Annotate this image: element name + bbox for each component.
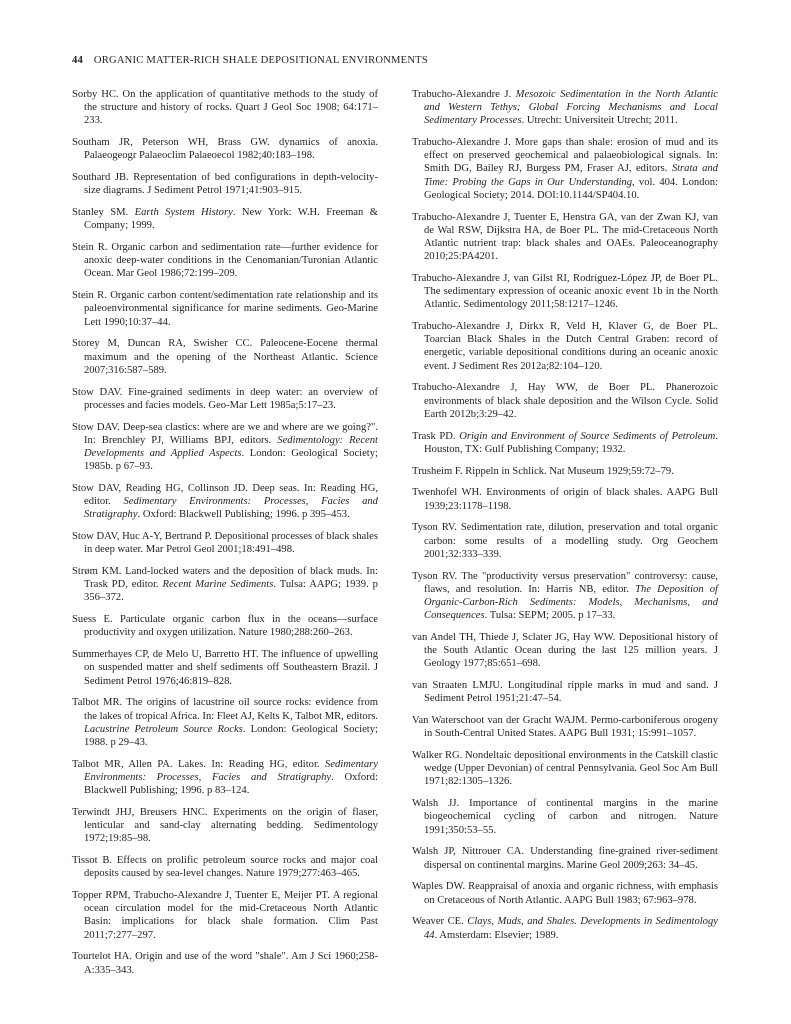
reference-text-tail: . Oxford: Blackwell Publishing; 1996. p 83–124.	[84, 771, 378, 797]
reference-entry	[412, 486, 718, 512]
reference-text-tail: . Tulsa: SEPM; 2005. p 17–33.	[484, 610, 616, 622]
reference-text-tail: . Utrecht: Universiteit Utrecht; 2011.	[521, 115, 678, 127]
reference-entry	[412, 570, 718, 623]
reference-entry	[72, 171, 378, 197]
reference-italic-title: Earth System History	[134, 207, 233, 219]
reference-column-left	[72, 88, 378, 985]
reference-entry	[72, 565, 378, 604]
reference-entry	[412, 272, 718, 311]
reference-italic-title: Recent Marine Sediments	[162, 579, 274, 591]
reference-text: Southard JB. Representation of bed configurations in depth-velocity-size diagrams. J Sediment Petrol 1971;41:903–915.	[72, 172, 378, 197]
reference-entry	[72, 530, 378, 556]
reference-entry	[412, 381, 718, 420]
reference-italic-title: Clays, Muds, and Shales. Developments in Sedimentology 44	[424, 916, 718, 941]
reference-text: Twenhofel WH. Environments of origin of black shales. AAPG Bull 1939;23:1178–1198.	[412, 487, 718, 512]
reference-text: Trusheim F. Rippeln in Schlick. Nat Museum 1929;59:72–79.	[412, 465, 674, 477]
reference-text: van Andel TH, Thiede J, Sclater JG, Hay WW. Depositional history of the South Atlantic Ocean during the last 125 million years. J Geology 1977;85:651–698.	[412, 631, 718, 670]
page-number: 44	[72, 55, 83, 66]
reference-text: Trabucho-Alexandre J, Hay WW, de Boer PL. Phanerozoic environments of black shale deposition and the Wilson Cycle. Solid Earth 2012b;3:29–42.	[412, 382, 718, 420]
reference-entry	[412, 430, 718, 456]
reference-text-tail: . Tulsa: AAPG; 1939. p 356–372.	[84, 579, 378, 604]
reference-text: Trabucho-Alexandre J, van Gilst RI, Rodríguez-López JP, de Boer PL. The sedimentary expression of oceanic anoxic event 1b in the North Atlantic. Sedimentology 2011;58:1217–1246.	[412, 272, 718, 311]
reference-text-tail: . Amsterdam: Elsevier; 1989.	[434, 929, 559, 941]
reference-text: Trabucho-Alexandre J, Dirkx R, Veld H, Klaver G, de Boer PL. Toarcian Black Shales in the Dutch Central Graben: record of energetic, variable depositional conditions during an oceanic anoxic event. J Sediment Res 2012a;82:104–120.	[412, 321, 718, 372]
reference-entry	[72, 806, 378, 845]
reference-text: Tyson RV. Sedimentation rate, dilution, preservation and total organic carbon: some results of a modelling study. Org Geochem 2001;32:333–339.	[412, 522, 718, 560]
reference-text: Tyson RV. The "productivity versus preservation" controversy: cause, flaws, and resolution. In: Harris NB, editor.	[412, 570, 718, 595]
reference-text: Stow DAV. Deep-sea clastics: where are we and where are we going?". In: Brenchley PJ, Williams BPJ, editors.	[72, 421, 378, 446]
reference-text: Trabucho-Alexandre J. More gaps than shale: erosion of mud and its effect on preserved geochemical and palaeobiological signals. In: Smith DG, Bailey RJ, Burgess PM, Fraser AJ, editors.	[412, 137, 718, 175]
reference-text-tail: . New York: W.H. Freeman & Company; 1999.	[84, 207, 378, 232]
reference-text: Southam JR, Peterson WH, Brass GW. dynamics of anoxia. Palaeogeogr Palaeoclim Palaeoecol 1982;40:183–198.	[72, 137, 378, 162]
reference-column-right	[412, 88, 718, 950]
reference-italic-title: The Deposition of Organic-Carbon-Rich Sediments: Models, Mechanisms, and Consequences	[424, 583, 718, 622]
reference-text: Talbot MR. The origins of lacustrine oil source rocks: evidence from the lakes of tropical Africa. In: Fleet AJ, Kelts K, Talbot MR, editors.	[72, 697, 378, 722]
reference-entry	[72, 950, 378, 976]
reference-entry	[412, 211, 718, 264]
reference-text: Topper RPM, Trabucho-Alexandre J, Tuenter E, Meijer PT. A regional ocean circulation model for the mid-Cretaceous North Atlantic Basin: implications for black shale formation. Clim Past 2011;7:277–297.	[72, 890, 378, 941]
reference-text: Stanley SM.	[72, 207, 135, 219]
reference-text: Walker RG. Nondeltaic depositional environments in the Catskill clastic wedge (Upper Devonian) of central Pennsylvania. Geol Soc Am Bull 1971;82:1305–1326.	[412, 750, 719, 788]
reference-text: Trabucho-Alexandre J, Tuenter E, Henstra GA, van der Zwan KJ, van de Wal RSW, Dijkstra HA, de Boer PL. The mid-Cretaceous North Atlantic nutrient trap: black shales and OAEs. Paleoceanography 2010;25:PA4201.	[412, 211, 718, 263]
reference-italic-title: Sedimentary Environments: Processes, Facies and Stratigraphy	[84, 496, 378, 521]
reference-italic-title: Origin and Environment of Source Sediments of Petroleum	[459, 430, 716, 442]
reference-entry	[412, 880, 718, 906]
reference-text-tail: . London: Geological Society; 1985b. p 67–93.	[84, 447, 378, 473]
reference-text: Suess E. Particulate organic carbon flux in the oceans—surface productivity and oxygen utilization. Nature 1980;288:260–263.	[72, 614, 378, 639]
reference-entry	[72, 648, 378, 687]
reference-entry	[412, 797, 718, 836]
reference-entry	[72, 421, 378, 474]
reference-text: Weaver CE.	[412, 916, 468, 928]
reference-entry	[412, 631, 718, 670]
reference-text-tail: . Oxford: Blackwell Publishing; 1996. p 395–453.	[137, 509, 350, 521]
reference-text: Talbot MR, Allen PA. Lakes. In: Reading HG, editor.	[72, 758, 326, 770]
reference-entry	[72, 386, 378, 412]
reference-entry	[72, 289, 378, 328]
reference-text: Stow DAV, Huc A-Y, Bertrand P. Depositional processes of black shales in deep water. Mar Petrol Geol 2001;18:491–498.	[72, 531, 378, 556]
reference-text: Stow DAV. Fine-grained sediments in deep water: an overview of processes and facies models. Geo-Mar Lett 1985a;5:17–23.	[72, 386, 378, 411]
reference-text: Tissot B. Effects on prolific petroleum source rocks and major coal deposits caused by sea-level changes. Nature 1979;277:463–465.	[72, 855, 378, 880]
reference-entry	[72, 758, 378, 797]
reference-text: Trabucho-Alexandre J.	[412, 89, 516, 100]
reference-entry	[72, 889, 378, 942]
reference-text: Walsh JP, Nittrouer CA. Understanding fine-grained river-sediment dispersal on continental margins. Marine Geol 2009;263: 34–45.	[412, 846, 718, 871]
reference-text: Storey M, Duncan RA, Swisher CC. Paleocene-Eocene thermal maximum and the opening of the Northeast Atlantic. Science 2007;316:587–589.	[72, 338, 378, 376]
reference-italic-title: Lacustrine Petroleum Source Rocks	[84, 723, 243, 735]
reference-entry	[412, 320, 718, 373]
running-title: ORGANIC MATTER-RICH SHALE DEPOSITIONAL ENVIRONMENTS	[93, 55, 428, 66]
reference-text: Waples DW. Reappraisal of anoxia and organic richness, with emphasis on Cretaceous of North Atlantic. AAPG Bull 1983; 67:963–978.	[412, 881, 718, 906]
reference-text: Trask PD.	[412, 430, 460, 442]
reference-entry	[72, 136, 378, 162]
reference-italic-title: Sedimentology: Recent Developments and Applied Aspects	[84, 434, 378, 459]
reference-text: Summerhayes CP, de Melo U, Barretto HT. The influence of upwelling on suspended matter and shelf sediments off Southeastern Brazil. J Sediment Petrol 1976;46:819–828.	[72, 649, 378, 687]
reference-text: Strøm KM. Land-locked waters and the deposition of black muds. In: Trask PD, editor.	[72, 566, 378, 591]
reference-text-tail: , vol. 404. London: Geological Society; 2014. DOI:10.1144/SP404.10.	[424, 176, 718, 201]
reference-entry	[72, 854, 378, 880]
reference-text: van Straaten LMJU. Longitudinal ripple marks in mud and sand. J Sediment Petrol 1951;21:47–54.	[412, 680, 718, 705]
reference-text: Tourtelot HA. Origin and use of the word "shale". Am J Sci 1960;258-A:335–343.	[72, 951, 378, 976]
reference-italic-title: Sedimentary Environments: Processes, Facies and Stratigraphy	[84, 758, 378, 783]
reference-entry	[412, 915, 718, 941]
reference-italic-title: Mesozoic Sedimentation in the North Atlantic and Western Tethys; Global Forcing Mechanisms and Local Sedimentary Processes	[424, 89, 719, 127]
reference-text-tail: . Houston, TX: Gulf Publishing Company; 1932.	[424, 430, 718, 455]
reference-text-tail: . London: Geological Society; 1988. p 29–43.	[84, 723, 378, 748]
reference-entry	[412, 521, 718, 560]
reference-entry	[412, 845, 718, 871]
reference-italic-title: Strata and Time: Probing the Gaps in Our Understanding	[424, 163, 718, 188]
reference-entry	[412, 714, 718, 740]
reference-entry	[412, 88, 718, 127]
reference-entry	[72, 88, 378, 127]
reference-text: Terwindt JHJ, Breusers HNC. Experiments on the origin of flaser, lenticular and sand-clay alternating bedding. Sedimentology 1972;19:85–98.	[72, 806, 378, 845]
reference-text: Van Waterschoot van der Gracht WAJM. Permo-carboniferous orogeny in South-Central United States. AAPG Bull 1931; 15:991–1057.	[412, 715, 718, 740]
reference-text: Sorby HC. On the application of quantitative methods to the study of the structure and history of rocks. Quart J Geol Soc 1908; 64:171–233.	[72, 89, 378, 127]
reference-entry	[412, 465, 718, 478]
reference-entry	[72, 206, 378, 232]
reference-entry	[72, 696, 378, 749]
reference-entry	[72, 613, 378, 639]
running-header	[72, 55, 428, 69]
reference-entry	[72, 482, 378, 521]
reference-text: Stow DAV, Reading HG, Collinson JD. Deep seas. In: Reading HG, editor.	[72, 482, 378, 508]
reference-text: Stein R. Organic carbon content/sedimentation rate relationship and its paleoenvironmental significance for marine sediments. Geo-Marine Lett 1990;10:37–44.	[72, 290, 378, 328]
reference-text: Stein R. Organic carbon and sedimentation rate—further evidence for anoxic deep-water conditions in the Cenomanian/Turonian Atlantic Ocean. Mar Geol 1986;72:199–209.	[72, 242, 378, 280]
reference-entry	[72, 241, 378, 280]
reference-entry	[412, 136, 718, 202]
reference-entry	[412, 749, 718, 788]
reference-entry	[412, 679, 718, 705]
reference-text: Walsh JJ. Importance of continental margins in the marine biogeochemical cycling of carbon and nitrogen. Nature 1991;350:53–55.	[412, 798, 718, 836]
reference-entry	[72, 337, 378, 376]
